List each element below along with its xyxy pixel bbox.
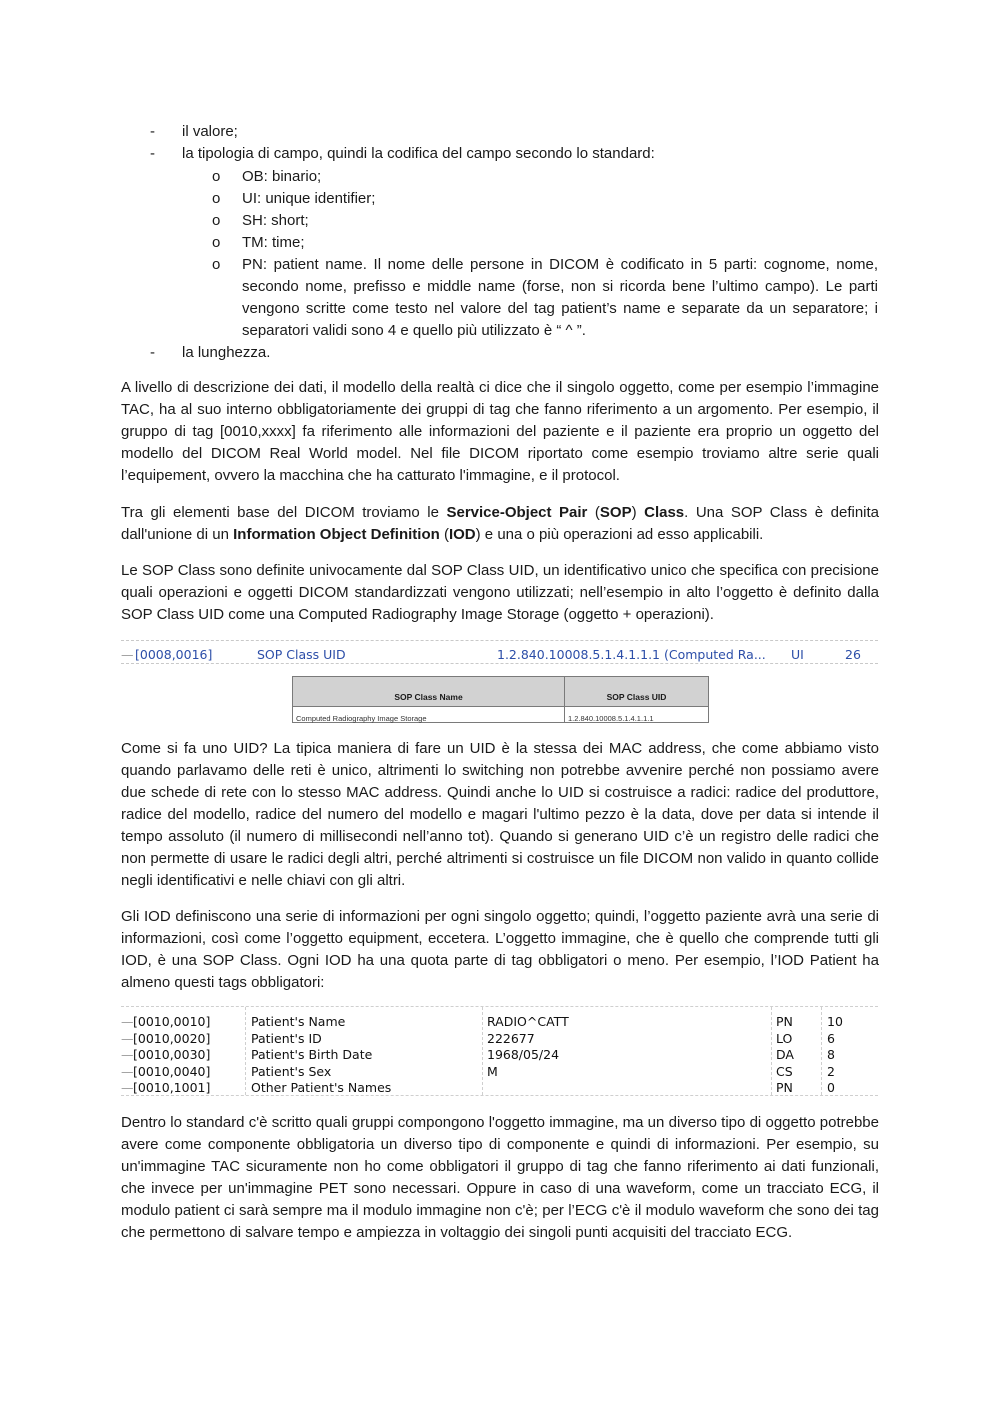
paragraph: Dentro lo standard c'è scritto quali gruppi compongono l'oggetto immagine, ma un diverso tipo di oggetto potrebbe avere come componente obbligatoria un diverso tipo di componente e quindi di informazioni. Per esempio, su un'immagine TAC sicuramente non ho come obbligatori il gruppo di tag che fanno riferimento ai dati funzionali, che invece per un'immagine PET sono necessari. Oppure in caso di una waveform, come un tracciato ECG, il modulo patient ci sarà sempre ma il modulo immagine non c'è; per l’ECG c'è il modulo waveform che sono dei tag che permettono di salvare tempo e ampiezza in voltaggio dei singoli punti acquisiti del tracciato ECG. — [121, 1114, 879, 1241]
tag-name: SOP Class UID — [257, 647, 346, 662]
tree-connector: — — [121, 1080, 134, 1095]
list-dash: - — [150, 145, 155, 162]
text-run: . Una SOP Class è definita dall'unione di un — [121, 504, 880, 543]
paragraph: A livello di descrizione dei dati, il modello della realtà ci dice che il singolo oggetto, come per esempio l’immagine TAC, ha al suo interno obbligatoriamente dei gruppi di tag che fanno riferimento a un argomento. Per esempio, il gruppo di tag [0010,xxxx] fa riferimento alle informazioni del paziente e il paziente era proprio un oggetto del modello del DICOM Real World model. Nel file DICOM riportato come esempio troviamo altre serie quali l’equipement, ovvero la macchina che ha catturato l'immagine, e il protocol. — [121, 379, 879, 484]
column-header: SOP Class Name — [394, 692, 463, 702]
tag-length: 10 — [827, 1014, 843, 1029]
tag-id: [0010,0010] — [133, 1014, 211, 1029]
bold-term: SOP — [599, 504, 632, 521]
sop-class-uid-tag-row — [121, 640, 878, 664]
table-row — [121, 1077, 878, 1094]
sublist-bullet: o — [212, 234, 221, 251]
text-run: ( — [587, 504, 600, 521]
paragraph: Gli IOD definiscono una serie di informazioni per ogni singolo oggetto; quindi, l’oggetto paziente avrà una serie di informazioni, così come l’oggetto equipment, eccetera. L’oggetto immagine, che è quello che comprende tutti gli IOD, è una SOP Class. Ogni IOD ha una quota parte di tag obbligatori o meno. Per esempio, l’IOD Patient ha almeno questi tags obbligatori: — [121, 908, 879, 991]
sublist-item: UI: unique identifier; — [242, 190, 376, 207]
sublist-item: PN: patient name. Il nome delle persone in DICOM è codificato in 5 parti: cognome, nome, secondo nome, prefisso e middle name (forse, non si ricorda bene l’ultimo campo). Le parti vengono scritte come testo nel valore del tag patient’s name e separate da un separatore; i separatori validi sono 4 e quello più utilizzato è “ ^ ”. — [242, 256, 878, 339]
text-run: ( — [439, 526, 449, 543]
tag-vr: PN — [776, 1014, 793, 1029]
list-item: il valore; — [182, 123, 238, 140]
sublist-bullet: o — [212, 168, 221, 185]
tag-name: Other Patient's Names — [251, 1080, 392, 1095]
sublist-bullet: o — [212, 256, 221, 273]
table-cell: Computed Radiography Image Storage — [296, 714, 427, 723]
bold-term: Service-Object Pair — [446, 504, 588, 521]
sop-class-table — [292, 676, 709, 723]
tag-length: 8 — [827, 1047, 835, 1062]
sublist-item: OB: binario; — [242, 168, 322, 185]
sublist-bullet: o — [212, 190, 221, 207]
tag-name: Patient's Name — [251, 1014, 346, 1029]
sublist-item: SH: short; — [242, 212, 309, 229]
bold-term: Class — [644, 504, 685, 521]
table-row — [121, 1011, 878, 1028]
tag-value: RADIO^CATT — [487, 1014, 569, 1029]
list-item: la tipologia di campo, quindi la codifica del campo secondo lo standard: — [182, 145, 655, 162]
tag-vr: PN — [776, 1080, 793, 1095]
tag-id: [0010,1001] — [133, 1080, 211, 1095]
column-divider — [564, 677, 565, 722]
tag-name: Patient's Birth Date — [251, 1047, 373, 1062]
tag-name: Patient's Sex — [251, 1063, 332, 1079]
tree-connector: — — [121, 1030, 134, 1046]
tag-value: 1.2.840.10008.5.1.4.1.1.1 (Computed Ra... — [497, 647, 766, 662]
tree-connector: — — [121, 1047, 134, 1062]
paragraph: Le SOP Class sono definite univocamente dal SOP Class UID, un identificativo unico che specifica con precisione quali operazioni e oggetti DICOM standardizzati vengono utilizzati; nell’esempio in alto l’oggetto è definito dalla SOP Class UID come una Computed Radiography Image Storage (oggetto + operazioni). — [121, 562, 879, 623]
sublist-bullet: o — [212, 212, 221, 229]
tag-vr: UI — [791, 647, 804, 662]
list-dash: - — [150, 123, 155, 140]
tag-id: [0010,0020] — [133, 1030, 211, 1046]
sublist-item: TM: time; — [242, 234, 305, 251]
paragraph — [121, 502, 879, 546]
tag-id: [0010,0040] — [133, 1063, 211, 1079]
tag-name: Patient's ID — [251, 1030, 322, 1046]
table-cell: 1.2.840.10008.5.1.4.1.1.1 — [568, 714, 654, 723]
tag-id: [0010,0030] — [133, 1047, 211, 1062]
table-row — [121, 1044, 878, 1061]
table-header — [293, 677, 708, 707]
tag-id: [0008,0016] — [135, 647, 213, 662]
text-run: ) — [631, 504, 645, 521]
column-header: SOP Class UID — [606, 692, 667, 702]
tag-value: 1968/05/24 — [487, 1047, 560, 1062]
tag-length: 6 — [827, 1030, 835, 1046]
list-dash: - — [150, 344, 155, 361]
tag-length: 0 — [827, 1080, 835, 1095]
tag-vr: DA — [776, 1047, 794, 1062]
tag-vr: LO — [776, 1030, 793, 1046]
tag-value: M — [487, 1063, 498, 1079]
tag-vr: CS — [776, 1063, 793, 1079]
tree-connector: — — [121, 1063, 134, 1079]
tag-length: 26 — [845, 647, 861, 662]
paragraph: Come si fa uno UID? La tipica maniera di fare un UID è la stessa dei MAC address, che come abbiamo visto quando parlavamo delle reti è unico, altrimenti lo switching non potrebbe avvenire perché non possiamo avere due schede di rete con lo stesso MAC address. Quindi anche lo UID si costruisce a radici: radice del produttore, radice del modello, radice del numero del modello e magari l'ultimo pezzo è la data, dove per data si intende il tempo assoluto (il numero di millisecondi nell’anno tot). Quando si generano UID c’è un registro delle radici che non permette di usare le radici degli altri, perché altrimenti si costruisce un file DICOM non valido in quanto collide negli identificativi e nelle chiavi con gli altri. — [121, 740, 879, 889]
text-run: ) e una o più operazioni ad esso applicabili. — [475, 526, 764, 543]
table-row — [121, 1028, 878, 1045]
patient-tags-table — [121, 1006, 878, 1096]
table-row — [121, 1061, 878, 1078]
tree-connector: — — [121, 1014, 134, 1029]
text-run: Tra gli elementi base del DICOM troviamo le — [121, 504, 447, 521]
bold-term: IOD — [448, 526, 476, 543]
tag-length: 2 — [827, 1063, 835, 1079]
bold-term: Information Object Definition — [233, 526, 440, 543]
tree-connector: — — [121, 647, 134, 662]
tag-value: 222677 — [487, 1030, 535, 1046]
list-item: la lunghezza. — [182, 344, 271, 361]
